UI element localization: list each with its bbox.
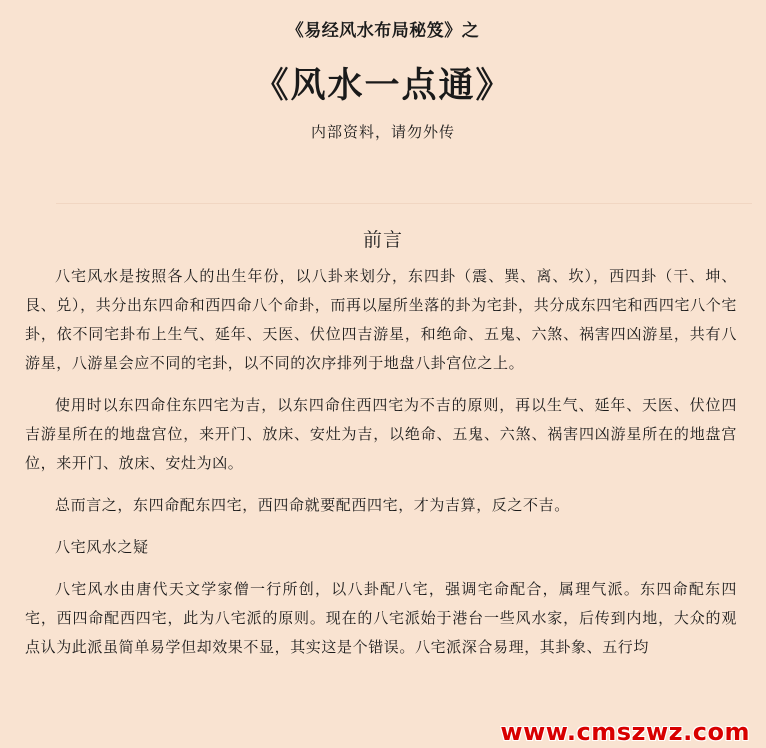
subtitle: 内部资料，请勿外传 [310,123,455,141]
paragraph-summary: 总而言之，东四命配东四宅，西四命就要配西四宅，才为吉算，反之不吉。 [55,496,570,514]
paragraph-intro: 八宅风水是按照各人的出生年份，以八卦来划分，东四卦（震、巽、离、坎），西四卦（干、坤、艮、兑），共分出东四命和西四命八个命卦，而再以屋所坐落的卦为宅卦，共分成东四宅和西四宅八个宅卦，依不同宅卦布上生气、延年、天医、伏位四吉游星，和绝命、五鬼、六煞、祸害四凶游星，共有八游星，八游星会应不同的宅卦，以不同的次序排列于地盘八卦宫位之上。 [25,267,737,372]
section-heading: 前言 [362,229,403,251]
watermark: www.cmszwz.com [500,718,750,746]
body-text [25,262,737,675]
subsection-heading: 八宅风水之疑 [55,538,149,556]
divider [56,203,752,204]
series-title: 《易经风水布局秘笈》之 [286,21,480,41]
paragraph-origin: 八宅风水由唐代天文学家僧一行所创，以八卦配八宅，强调宅命配合，属理气派。东四命配东四宅，西四命配西四宅，此为八宅派的原则。现在的八宅派始于港台一些风水家，后传到内地，大众的观点认为此派虽简单易学但却效果不显，其实这是个错误。八宅派深合易理，其卦象、五行均 [25,580,737,656]
paragraph-usage: 使用时以东四命住东四宅为吉，以东四命住西四宅为不吉的原则，再以生气、延年、天医、伏位四吉游星所在的地盘宫位，来开门、放床、安灶为吉，以绝命、五鬼、六煞、祸害四凶游星所在的地盘宫位，来开门、放床、安灶为凶。 [25,396,737,472]
page-title: 《风水一点通》 [253,66,513,106]
